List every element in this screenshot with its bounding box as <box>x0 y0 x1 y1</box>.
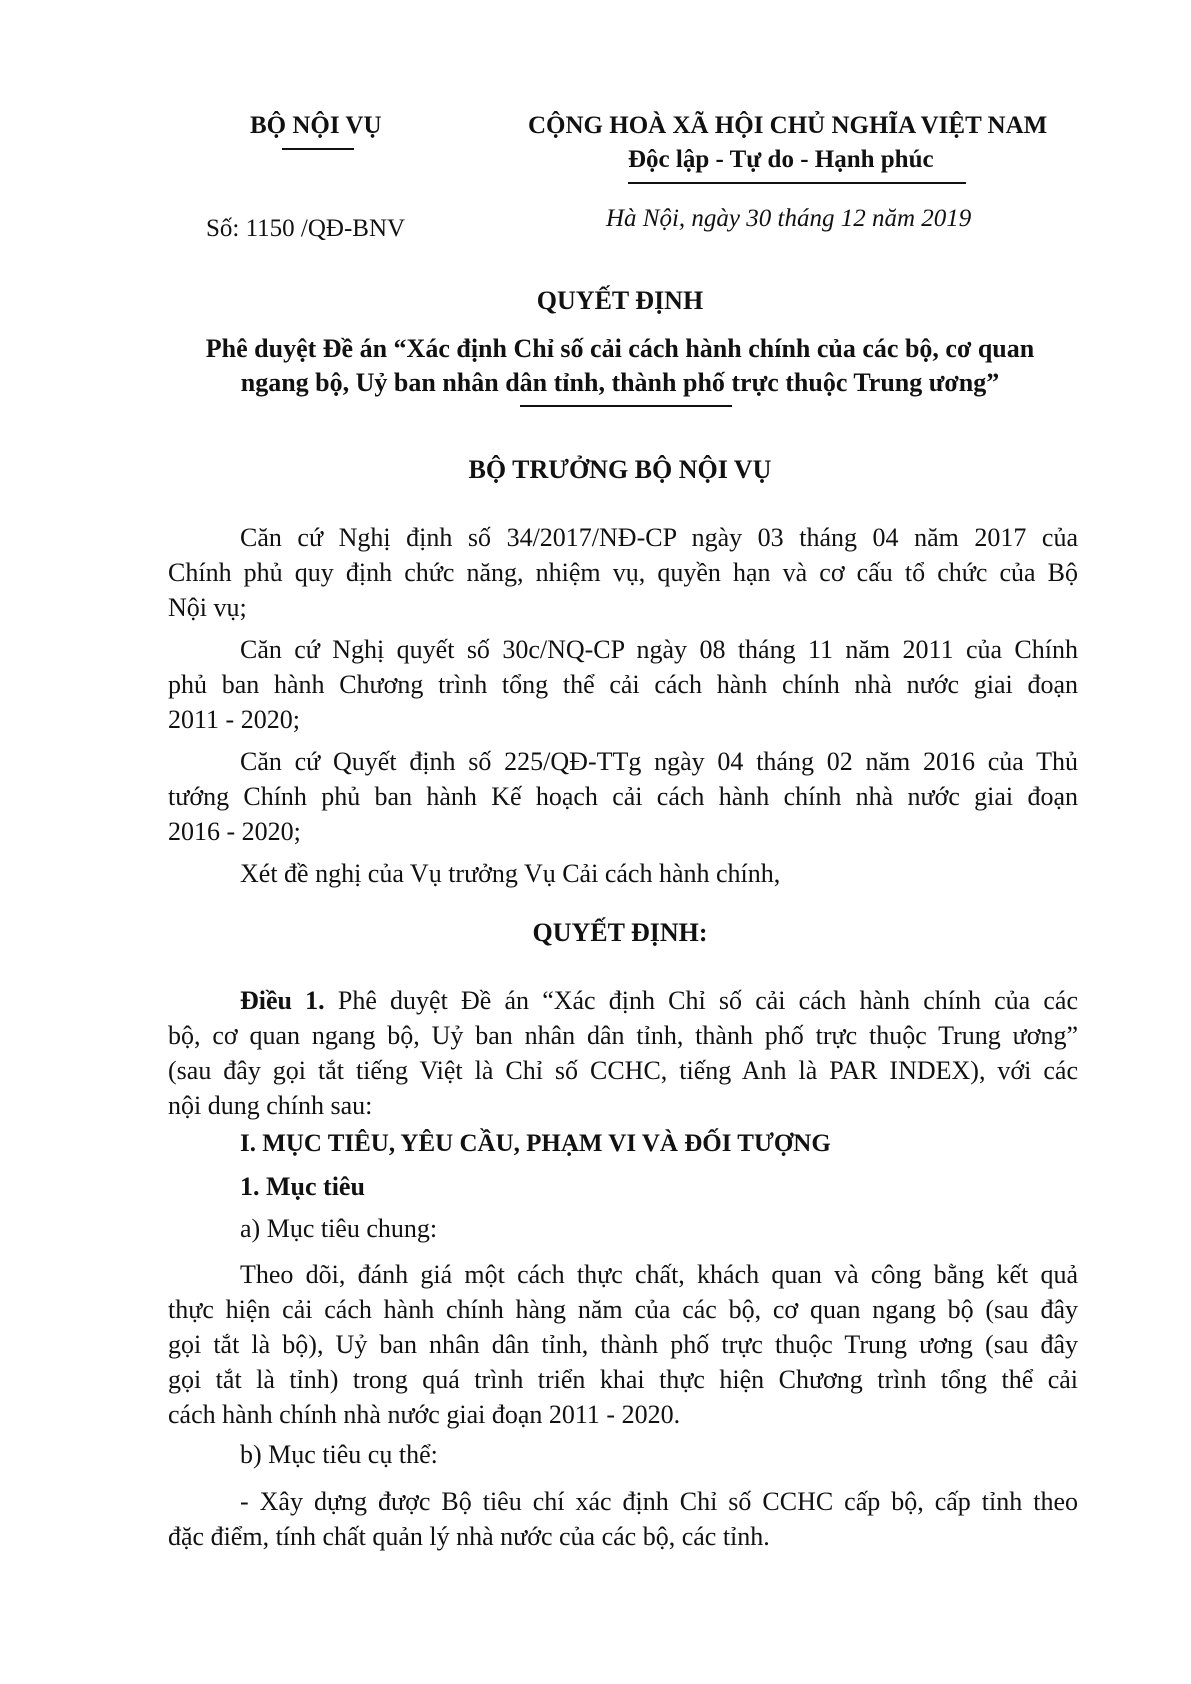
authority-heading: BỘ TRƯỞNG BỘ NỘI VỤ <box>468 455 772 484</box>
subsection-1b-heading: b) Mục tiêu cụ thể: <box>240 1440 438 1469</box>
general-goal-line4: gọi tắt là tỉnh) trong quá trình triển khai thực hiện Chương trình tổng thể cải <box>168 1365 1078 1394</box>
place-date: Hà Nội, ngày 30 tháng 12 năm 2019 <box>606 205 972 232</box>
subsection-1a-heading: a) Mục tiêu chung: <box>240 1214 438 1243</box>
basis-2-line2: phủ ban hành Chương trình tổng thể cải cách hành chính nhà nước giai đoạn <box>168 670 1078 699</box>
decision-heading: QUYẾT ĐỊNH: <box>532 918 708 947</box>
general-goal-line5: cách hành chính nhà nước giai đoạn 2011 - 2020. <box>168 1400 681 1429</box>
subsection-1-heading: 1. Mục tiêu <box>240 1172 365 1201</box>
basis-1-line1: Căn cứ Nghị định số 34/2017/NĐ-CP ngày 03 tháng 04 năm 2017 của <box>240 523 1078 552</box>
specific-goal-line1: - Xây dựng được Bộ tiêu chí xác định Chỉ số CCHC cấp bộ, cấp tỉnh theo <box>240 1487 1078 1516</box>
basis-2-line3: 2011 - 2020; <box>168 705 300 734</box>
basis-3-line2: tướng Chính phủ ban hành Kế hoạch cải cách hành chính nhà nước giai đoạn <box>168 782 1078 811</box>
basis-2-line1: Căn cứ Nghị quyết số 30c/NQ-CP ngày 08 tháng 11 năm 2011 của Chính <box>240 635 1078 664</box>
basis-1-line2: Chính phủ quy định chức năng, nhiệm vụ, quyền hạn và cơ cấu tổ chức của Bộ <box>168 558 1078 587</box>
article-1-text: Phê duyệt Đề án “Xác định Chỉ số cải cách hành chính của các <box>337 986 1079 1015</box>
agency-name: BỘ NỘI VỤ <box>250 112 382 139</box>
article-1-line1 <box>240 983 1078 1019</box>
section-1-heading: I. MỤC TIÊU, YÊU CẦU, PHẠM VI VÀ ĐỐI TƯỢNG <box>240 1130 831 1157</box>
basis-3-line3: 2016 - 2020; <box>168 817 301 846</box>
article-1-line2: bộ, cơ quan ngang bộ, Uỷ ban nhân dân tỉnh, thành phố trực thuộc Trung ương” <box>168 1021 1078 1050</box>
agency-underline <box>282 148 354 150</box>
specific-goal-line2: đặc điểm, tính chất quản lý nhà nước của các bộ, các tỉnh. <box>168 1522 770 1551</box>
basis-4-line1: Xét đề nghị của Vụ trưởng Vụ Cải cách hành chính, <box>240 859 781 888</box>
country-name: CỘNG HOÀ XÃ HỘI CHỦ NGHĨA VIỆT NAM <box>528 112 1048 139</box>
national-motto: Độc lập - Tự do - Hạnh phúc <box>628 146 934 173</box>
article-1-label: Điều 1. <box>240 986 325 1015</box>
decision-subject-line1: Phê duyệt Đề án “Xác định Chỉ số cải cách hành chính của các bộ, cơ quan <box>205 334 1035 363</box>
motto-underline <box>628 182 966 184</box>
article-1-line3: (sau đây gọi tắt tiếng Việt là Chỉ số CCHC, tiếng Anh là PAR INDEX), với các <box>168 1056 1078 1085</box>
article-1-line4: nội dung chính sau: <box>168 1091 373 1120</box>
document-number: Số: 1150 /QĐ-BNV <box>206 215 406 242</box>
general-goal-line3: gọi tắt là bộ), Uỷ ban nhân dân tỉnh, thành phố trực thuộc Trung ương (sau đây <box>168 1330 1078 1359</box>
decision-title: QUYẾT ĐỊNH <box>536 286 704 315</box>
basis-3-line1: Căn cứ Quyết định số 225/QĐ-TTg ngày 04 tháng 02 năm 2016 của Thủ <box>240 747 1078 776</box>
title-underline <box>520 405 732 407</box>
general-goal-line1: Theo dõi, đánh giá một cách thực chất, khách quan và công bằng kết quả <box>240 1260 1078 1289</box>
general-goal-line2: thực hiện cải cách hành chính hàng năm của các bộ, cơ quan ngang bộ (sau đây <box>168 1295 1078 1324</box>
basis-1-line3: Nội vụ; <box>168 593 247 622</box>
decision-subject-line2: ngang bộ, Uỷ ban nhân dân tỉnh, thành phố trực thuộc Trung ương” <box>240 368 1000 397</box>
